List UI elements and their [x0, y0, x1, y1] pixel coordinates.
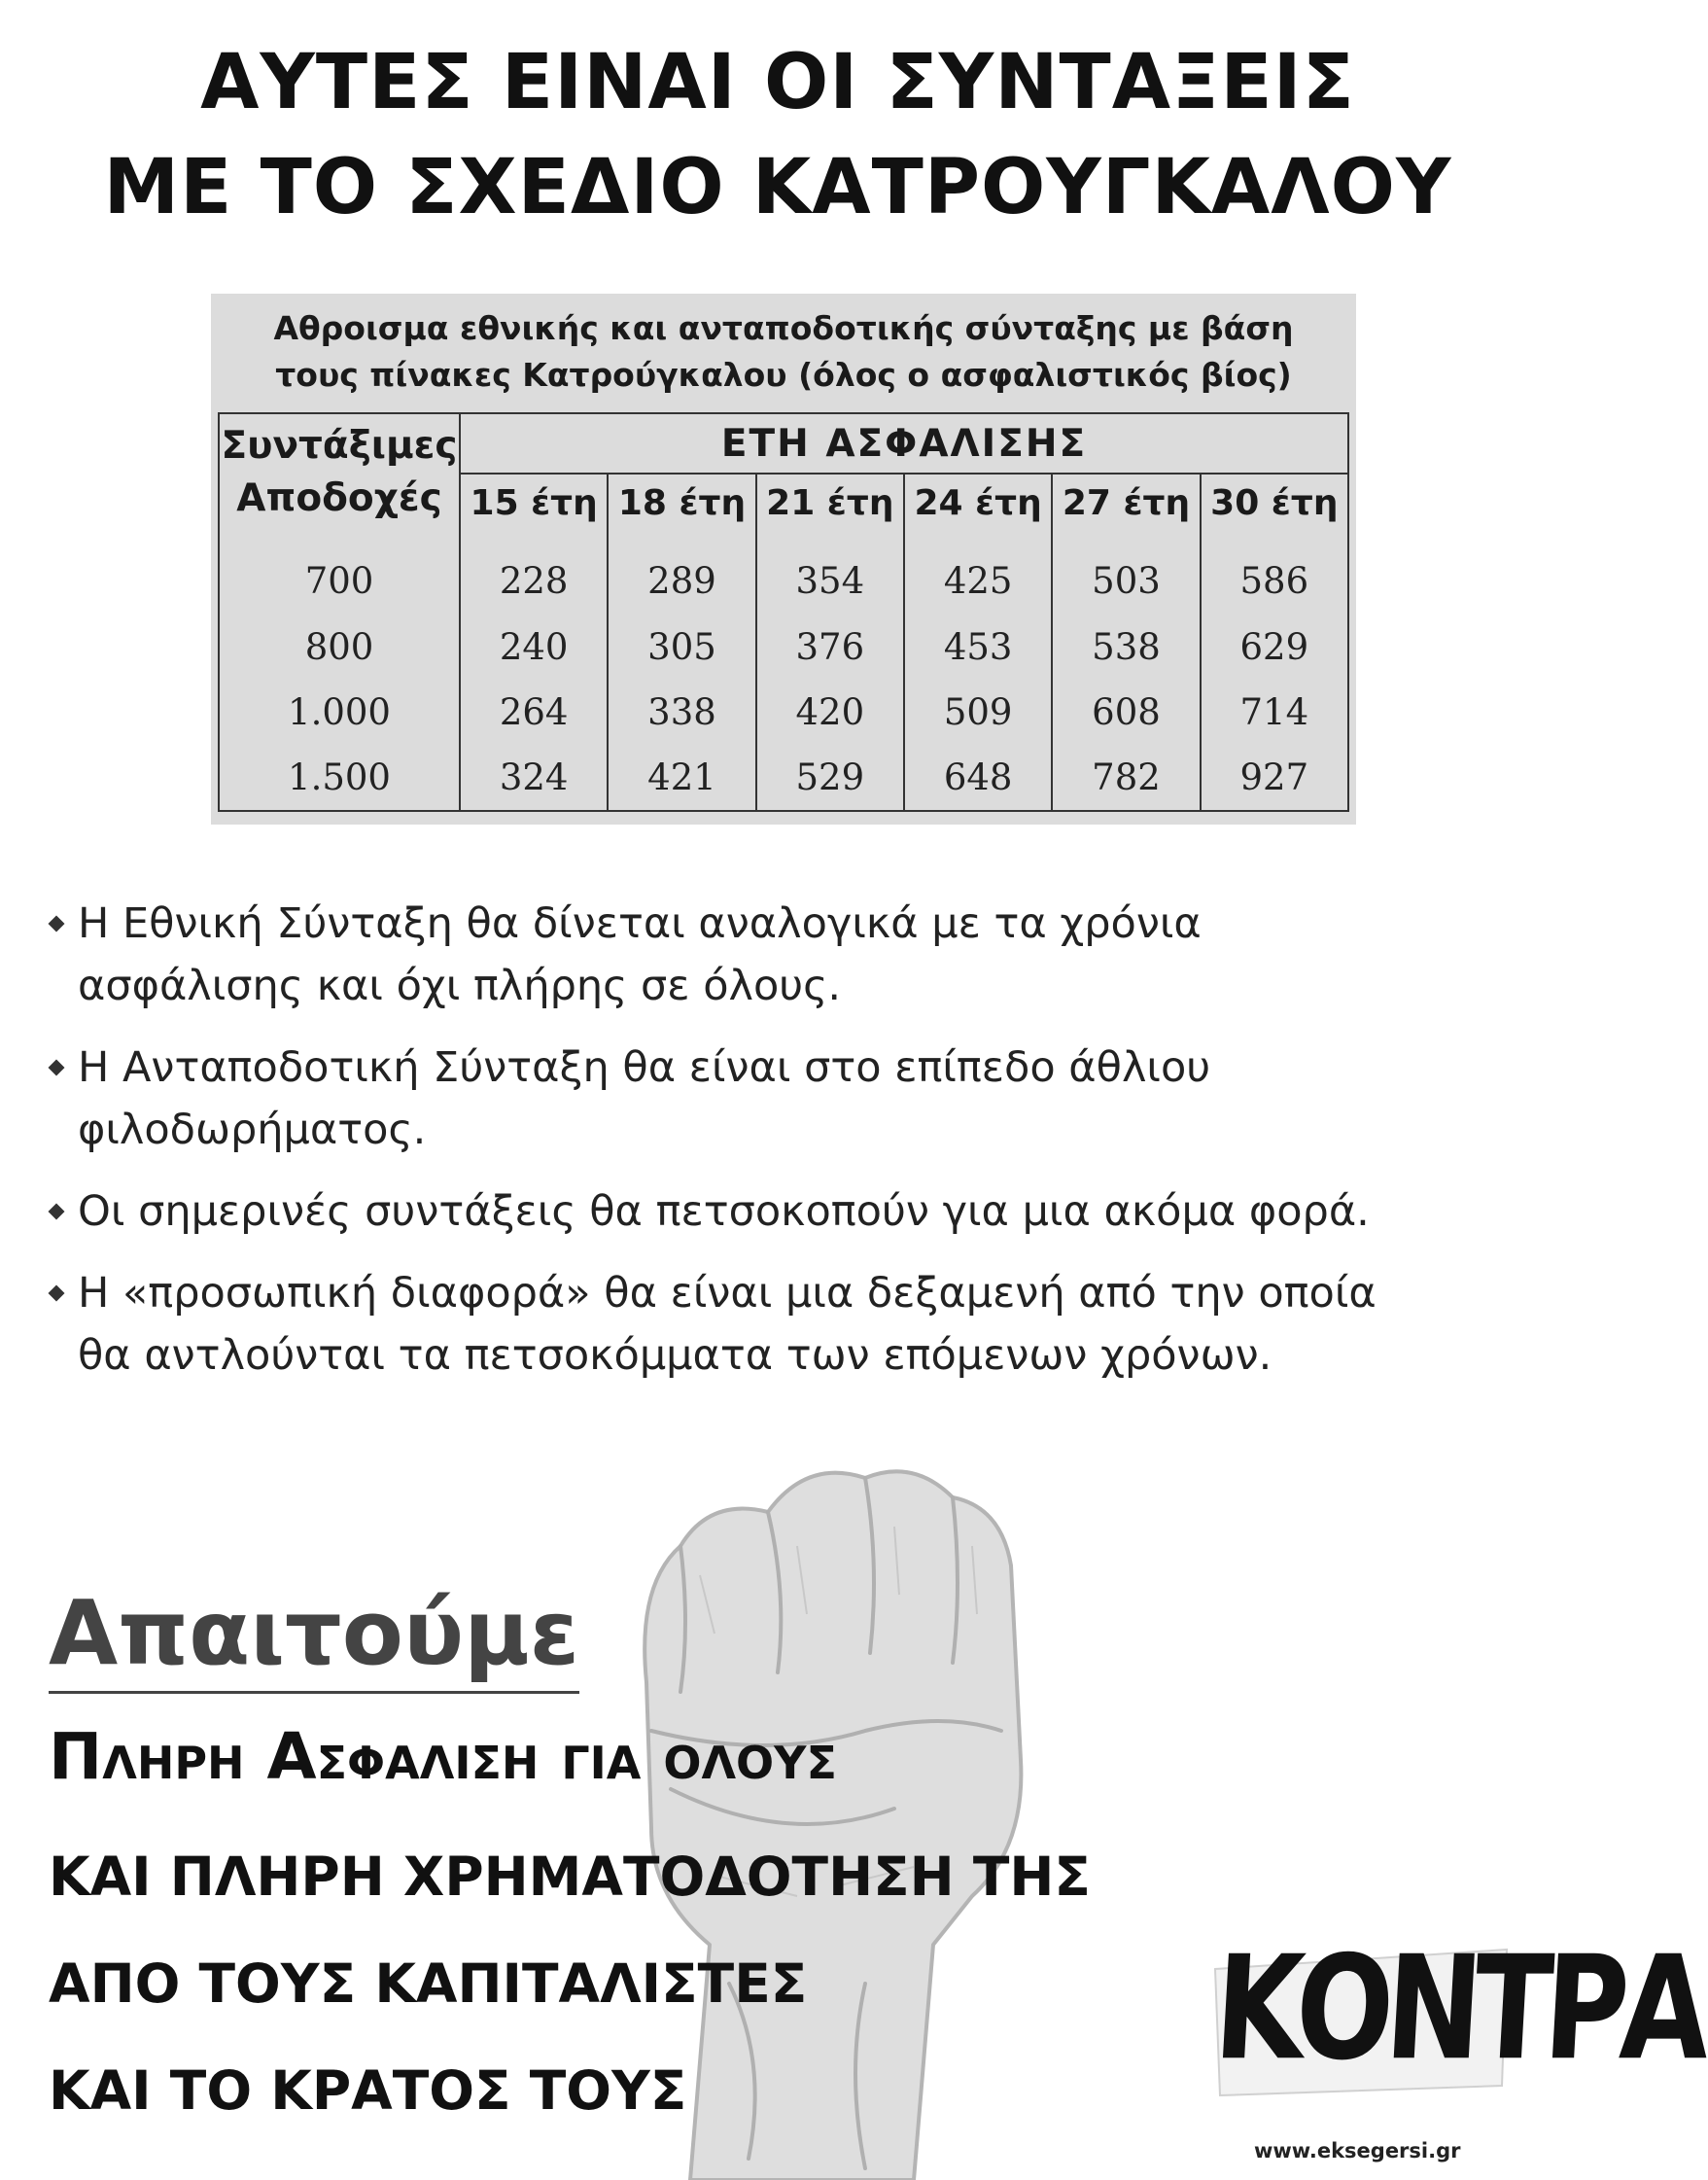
row-label: 1.500 — [219, 745, 460, 811]
column-header: 30 έτη — [1201, 474, 1348, 531]
table-cell: 503 — [1052, 531, 1200, 615]
row-label: 700 — [219, 531, 460, 615]
diamond-bullet-icon — [49, 1204, 65, 1220]
row-header-line-1: Συντάξιμες — [221, 424, 458, 468]
bullet-item — [51, 893, 1509, 1017]
bullet-line: Η Ανταποδοτική Σύνταξη θα είναι στο επίπεδο άθλιου — [78, 1043, 1211, 1092]
table-cell: 338 — [608, 680, 755, 745]
table-caption-line-1: Αθροισμα εθνικής και ανταποδοτικής σύνταξης με βάση — [273, 309, 1294, 347]
table-caption-line-2: τους πίνακες Κατρούγκαλου (όλος ο ασφαλιστικός βίος) — [275, 356, 1292, 394]
kontra-logo — [1210, 1920, 1707, 2095]
demand-line-2: ΚΑΙ ΠΛΗΡΗ ΧΡΗΜΑΤΟΔΟΤΗΣΗ ΤΗΣ — [49, 1846, 1091, 1908]
table-cell: 608 — [1052, 680, 1200, 745]
column-header: 15 έτη — [460, 474, 608, 531]
row-header-line-2: Αποδοχές — [236, 476, 442, 520]
website-url: www.eksegersi.gr — [1254, 2139, 1461, 2162]
bullet-item — [51, 1180, 1509, 1243]
table-cell: 305 — [608, 615, 755, 680]
pension-table-box — [211, 294, 1356, 825]
diamond-bullet-icon — [49, 1060, 65, 1076]
table-cell: 425 — [904, 531, 1052, 615]
pension-table — [218, 412, 1349, 812]
table-row — [219, 531, 1348, 615]
group-header: ΕΤΗ ΑΣΦΑΛΙΣΗΣ — [460, 413, 1348, 474]
table-cell: 289 — [608, 531, 755, 615]
row-label: 800 — [219, 615, 460, 680]
row-header — [219, 413, 460, 531]
bullet-line: θα αντλούνται τα πετσοκόμματα των επόμενων χρόνων. — [78, 1331, 1272, 1380]
column-header: 27 έτη — [1052, 474, 1200, 531]
bullet-line: Οι σημερινές συντάξεις θα πετσοκοπούν για μια ακόμα φορά. — [78, 1187, 1370, 1236]
table-cell: 509 — [904, 680, 1052, 745]
table-cell: 421 — [608, 745, 755, 811]
bullet-line: ασφάλισης και όχι πλήρης σε όλους. — [78, 962, 842, 1010]
bullet-line: Η Εθνική Σύνταξη θα δίνεται αναλογικά με τα χρόνια — [78, 899, 1202, 948]
column-header: 21 έτη — [756, 474, 904, 531]
table-cell: 324 — [460, 745, 608, 811]
row-label: 1.000 — [219, 680, 460, 745]
bullet-item — [51, 1037, 1509, 1161]
table-cell: 228 — [460, 531, 608, 615]
table-cell: 240 — [460, 615, 608, 680]
table-row — [219, 615, 1348, 680]
table-cell: 586 — [1201, 531, 1348, 615]
table-cell: 376 — [756, 615, 904, 680]
table-cell: 529 — [756, 745, 904, 811]
diamond-bullet-icon — [49, 1285, 65, 1302]
table-cell: 420 — [756, 680, 904, 745]
demand-line-3: ΑΠΟ ΤΟΥΣ ΚΑΠΙΤΑΛΙΣΤΕΣ — [49, 1952, 808, 2015]
bullet-list — [51, 893, 1509, 1406]
column-header: 24 έτη — [904, 474, 1052, 531]
table-row — [219, 680, 1348, 745]
bullet-line: Η «προσωπική διαφορά» θα είναι μια δεξαμενή από την οποία — [78, 1269, 1377, 1318]
table-cell: 927 — [1201, 745, 1348, 811]
demand-line-1: Πληρη Ασφαλιση για ολους — [49, 1719, 837, 1794]
title-line-2: ΜΕ ΤΟ ΣΧΕΔΙΟ ΚΑΤΡΟΥΓΚΑΛΟΥ — [103, 144, 1452, 231]
bullet-item — [51, 1262, 1509, 1387]
table-cell: 354 — [756, 531, 904, 615]
table-cell: 782 — [1052, 745, 1200, 811]
table-row — [219, 745, 1348, 811]
table-cell: 648 — [904, 745, 1052, 811]
demand-line-4: ΚΑΙ ΤΟ ΚΡΑΤΟΣ ΤΟΥΣ — [49, 2059, 687, 2122]
column-header: 18 έτη — [608, 474, 755, 531]
table-caption — [211, 305, 1356, 399]
table-cell: 629 — [1201, 615, 1348, 680]
table-cell: 538 — [1052, 615, 1200, 680]
bullet-line: φιλοδωρήματος. — [78, 1106, 427, 1154]
table-cell: 453 — [904, 615, 1052, 680]
table-cell: 714 — [1201, 680, 1348, 745]
table-cell: 264 — [460, 680, 608, 745]
logo-text: ΚΟΝΤΡΑ — [1210, 1923, 1707, 2092]
demand-heading: Απαιτούμε — [49, 1580, 579, 1694]
title-line-1: ΑΥΤΕΣ ΕΙΝΑΙ ΟΙ ΣΥΝΤΑΞΕΙΣ — [200, 39, 1355, 126]
diamond-bullet-icon — [49, 916, 65, 932]
